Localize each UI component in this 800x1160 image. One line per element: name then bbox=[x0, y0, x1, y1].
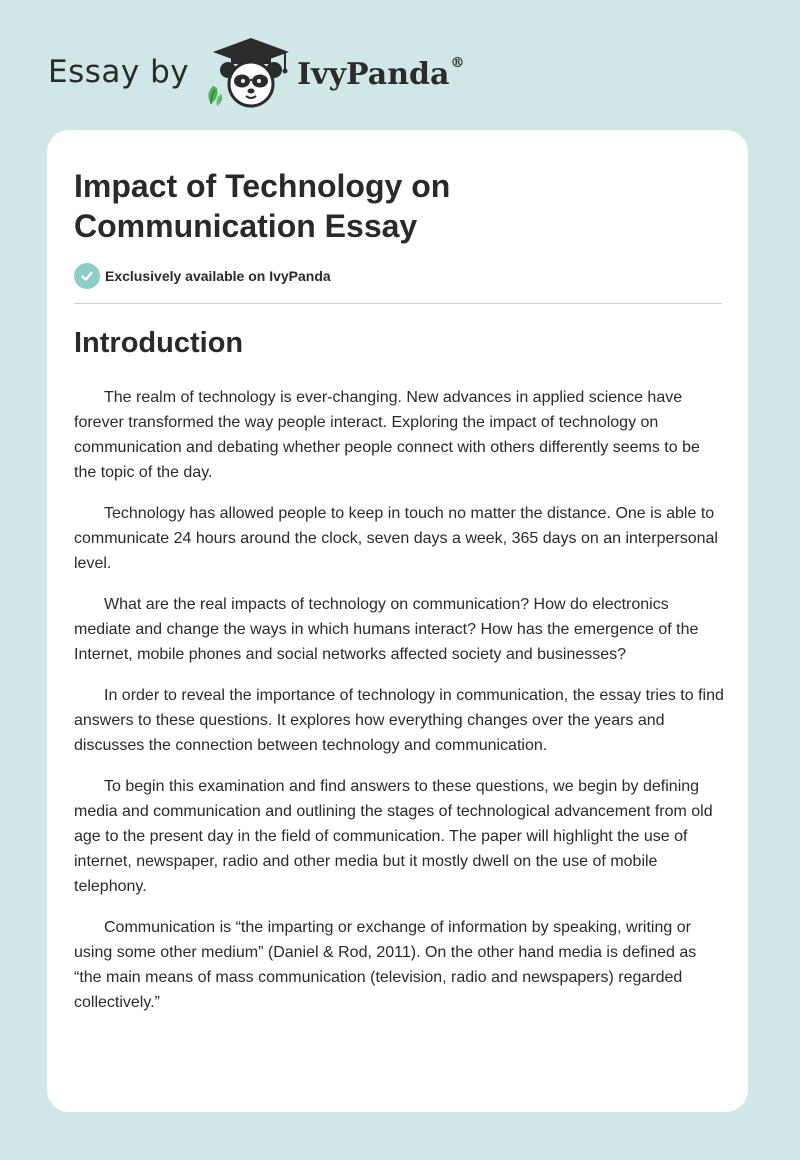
registered-mark: ® bbox=[450, 54, 465, 71]
paragraph: In order to reveal the importance of technology in communication, the essay tries to find answers to these questions. It explores how everything changes over the years and discusses the connection between technology and communication. bbox=[74, 687, 724, 754]
panda-graduate-icon bbox=[201, 36, 295, 108]
page-title: Impact of Technology on Communication Essay bbox=[74, 168, 451, 244]
essay-body bbox=[74, 385, 726, 1031]
exclusive-badge bbox=[74, 263, 331, 289]
section-heading: Introduction bbox=[74, 327, 244, 359]
essay-by-label: Essay by bbox=[48, 54, 190, 90]
paragraph: To begin this examination and find answers to these questions, we begin by defining media and communication and outlining the stages of technological advancement from old age to the present day in the field of communication. The paper will highlight the use of internet, newspaper, radio and other media but it mostly dwell on the use of mobile telephony. bbox=[74, 778, 713, 895]
site-header bbox=[48, 36, 464, 108]
paragraph: What are the real impacts of technology on communication? How do electronics mediate and change the ways in which humans interact? How has the emergence of the Internet, mobile phones and social networks affected society and businesses? bbox=[74, 596, 699, 663]
paragraph: The realm of technology is ever-changing. New advances in applied science have forever transformed the way people interact. Exploring the impact of technology on communication and debating whether people connect with others differently seems to be the topic of the day. bbox=[74, 389, 700, 481]
checkmark-icon bbox=[74, 263, 100, 289]
badge-label: Exclusively available on IvyPanda bbox=[105, 268, 331, 284]
brand-name[interactable]: IvyPanda® bbox=[297, 54, 465, 92]
paragraph: Technology has allowed people to keep in touch no matter the distance. One is able to communicate 24 hours around the clock, seven days a week, 365 days on an interpersonal level. bbox=[74, 505, 718, 572]
essay-card bbox=[47, 130, 748, 1112]
divider bbox=[74, 303, 722, 304]
paragraph: Communication is “the imparting or exchange of information by speaking, writing or using some other medium” (Daniel & Rod, 2011). On the other hand media is defined as “the main means of mass communication (television, radio and newspapers) regarded collectively.” bbox=[74, 919, 697, 1011]
